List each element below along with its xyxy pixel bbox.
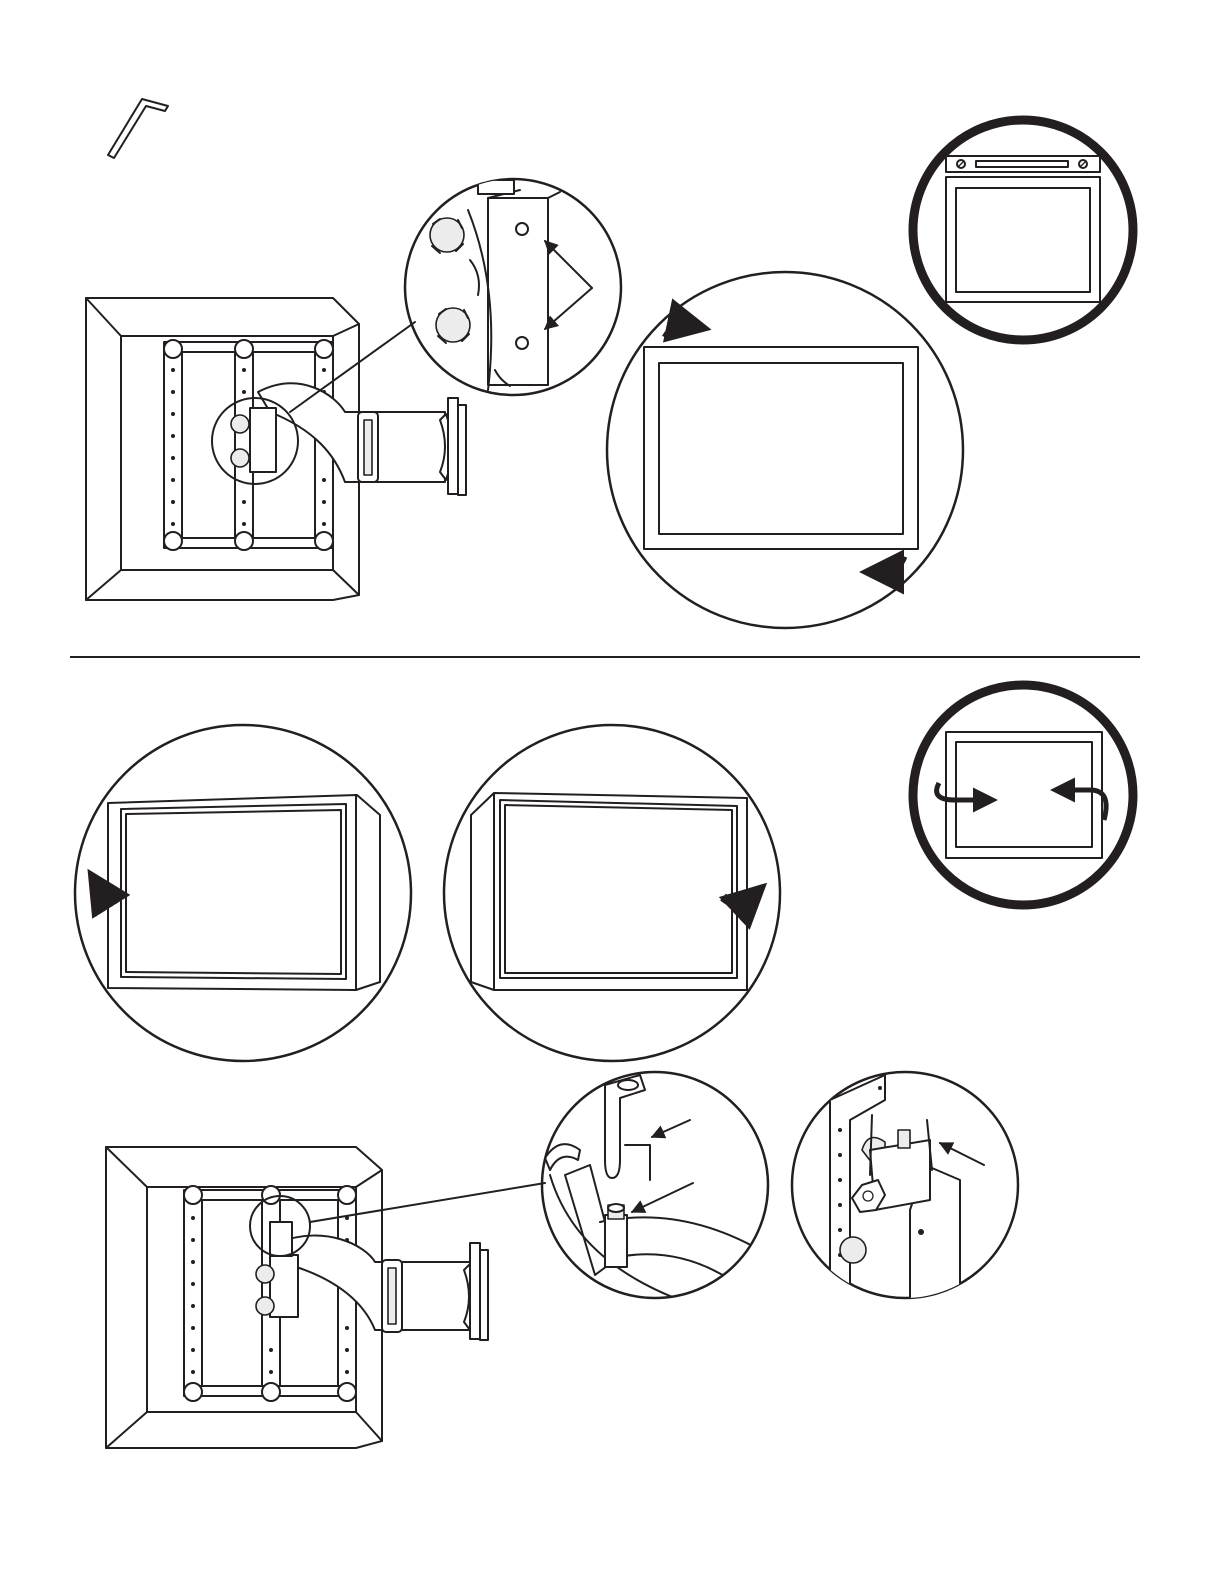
swivel-left-callout (75, 725, 411, 1061)
knob-icon (430, 218, 464, 253)
rotate-clockwise-icon (877, 556, 903, 572)
wall-mount-assembly (86, 298, 466, 600)
knob-detail-callout (405, 179, 621, 395)
pointer-arrow-icon (632, 1183, 693, 1212)
rotate-inward-icon (937, 783, 988, 800)
pointer-arrow-icon (940, 1143, 984, 1165)
rotate-right-icon (723, 895, 754, 903)
screen-rotate-callout (607, 272, 963, 628)
rotate-clockwise-icon (666, 325, 694, 338)
clamp-nut-detail-callout (792, 1072, 1018, 1300)
pointer-arrow-icon (652, 1120, 690, 1137)
knob-icon (436, 308, 470, 343)
pointer-arrow-icon (545, 241, 592, 329)
rotate-inward-icon (1060, 790, 1106, 820)
swivel-inward-callout (913, 685, 1133, 905)
level-check-callout (913, 120, 1133, 340)
allen-key-icon (108, 99, 168, 158)
spirit-level-icon (946, 156, 1100, 172)
wall-mount-assembly-bottom (106, 1147, 545, 1448)
swivel-right-callout (444, 725, 780, 1061)
stop-bracket-detail-callout (542, 1072, 768, 1300)
